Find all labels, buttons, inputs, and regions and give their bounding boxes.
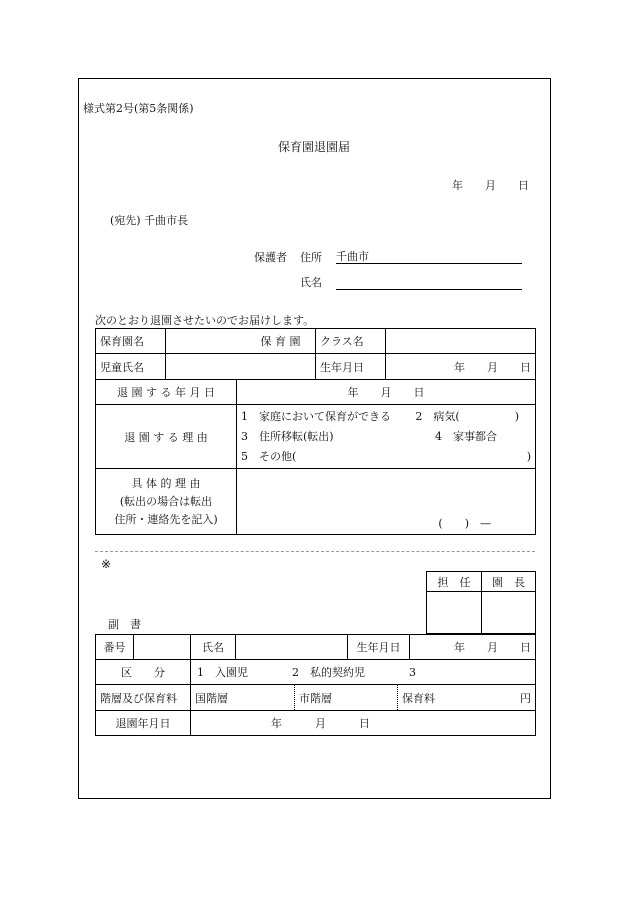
school-suffix: 保 育 園	[260, 335, 301, 348]
intro-text: 次のとおり退園させたいのでお届けします。	[95, 314, 315, 327]
form-title: 保育園退園届	[278, 140, 351, 154]
office-table-row1	[95, 634, 536, 660]
address-value: 千曲市	[336, 250, 369, 263]
child-name-label: 児童氏名	[96, 354, 166, 380]
reason-options	[237, 405, 536, 469]
yen-label: 円	[520, 691, 532, 705]
address-label: 住所	[300, 251, 322, 264]
cut-line	[95, 551, 535, 552]
reason-label: 退 園 す る 理 由	[96, 405, 237, 469]
city-level-field[interactable]	[295, 685, 398, 711]
number-label: 番号	[96, 635, 134, 660]
fee-amount-label: 保育料	[402, 691, 435, 705]
detail-field[interactable]	[237, 469, 536, 535]
leave-info-table	[95, 379, 536, 535]
detail-label-3: 住所・連絡先を記入)	[114, 512, 218, 526]
office-birth-field[interactable]: 年 月 日	[410, 635, 536, 660]
detail-label	[96, 469, 237, 535]
reason-5-close: )	[526, 449, 531, 463]
office-leave-label: 退園年月日	[96, 711, 191, 736]
office-birth-label: 生年月日	[348, 635, 410, 660]
school-name-field[interactable]	[166, 329, 316, 354]
birth-label: 生年月日	[316, 354, 386, 380]
form-number: 様式第2号(第5条関係)	[83, 102, 194, 115]
address-field[interactable]	[336, 248, 522, 264]
leave-date-label: 退 園 す る 年 月 日	[96, 380, 237, 405]
office-use-mark: ※	[101, 557, 112, 571]
name-label: 氏名	[300, 276, 322, 289]
child-name-field[interactable]	[166, 354, 316, 380]
approval-table	[426, 571, 536, 634]
kubun-values[interactable]: 1 入園児 2 私的契約児 3	[191, 660, 536, 685]
national-level-label: 国階層	[195, 691, 228, 705]
city-level-label: 市階層	[299, 691, 332, 705]
detail-label-1: 具 体 的 理 由	[131, 476, 201, 490]
national-level-field[interactable]	[191, 685, 295, 711]
detail-label-2: (転出の場合は転出	[119, 494, 213, 508]
office-name-label: 氏名	[191, 635, 236, 660]
reason-1[interactable]: 1 家庭において保育ができる	[241, 409, 391, 423]
fukusho-label: 副 書	[108, 618, 141, 631]
encho-stamp[interactable]	[482, 592, 536, 634]
tanto-label: 担 任	[427, 572, 482, 592]
office-table-rest	[95, 659, 536, 736]
birth-date-field[interactable]: 年 月 日	[386, 354, 536, 380]
class-label: クラス名	[316, 329, 386, 354]
guardian-label: 保護者	[254, 251, 287, 264]
addressee: (宛先) 千曲市長	[110, 214, 189, 227]
fee-field[interactable]	[398, 685, 536, 711]
reason-2[interactable]: 2 病気( )	[415, 409, 519, 423]
number-field[interactable]	[134, 635, 191, 660]
phone-field: ( ) —	[438, 517, 491, 530]
school-name-label: 保育園名	[96, 329, 166, 354]
kubun-label: 区 分	[96, 660, 191, 685]
reason-4[interactable]: 4 家事都合	[435, 429, 497, 443]
class-field[interactable]	[386, 329, 536, 354]
reason-3[interactable]: 3 住所移転(転出)	[241, 429, 334, 443]
child-info-table	[95, 328, 536, 380]
reason-5[interactable]: 5 その他(	[241, 449, 297, 463]
guardian-name-field[interactable]	[336, 274, 522, 290]
office-leave-date-field[interactable]: 年 月 日	[191, 711, 536, 736]
submission-date: 年 月 日	[452, 179, 529, 192]
encho-label: 園 長	[482, 572, 536, 592]
office-name-field[interactable]	[236, 635, 348, 660]
fee-label: 階層及び保育料	[96, 685, 191, 711]
leave-date-field[interactable]: 年 月 日	[237, 380, 536, 405]
tanto-stamp[interactable]	[427, 592, 482, 634]
